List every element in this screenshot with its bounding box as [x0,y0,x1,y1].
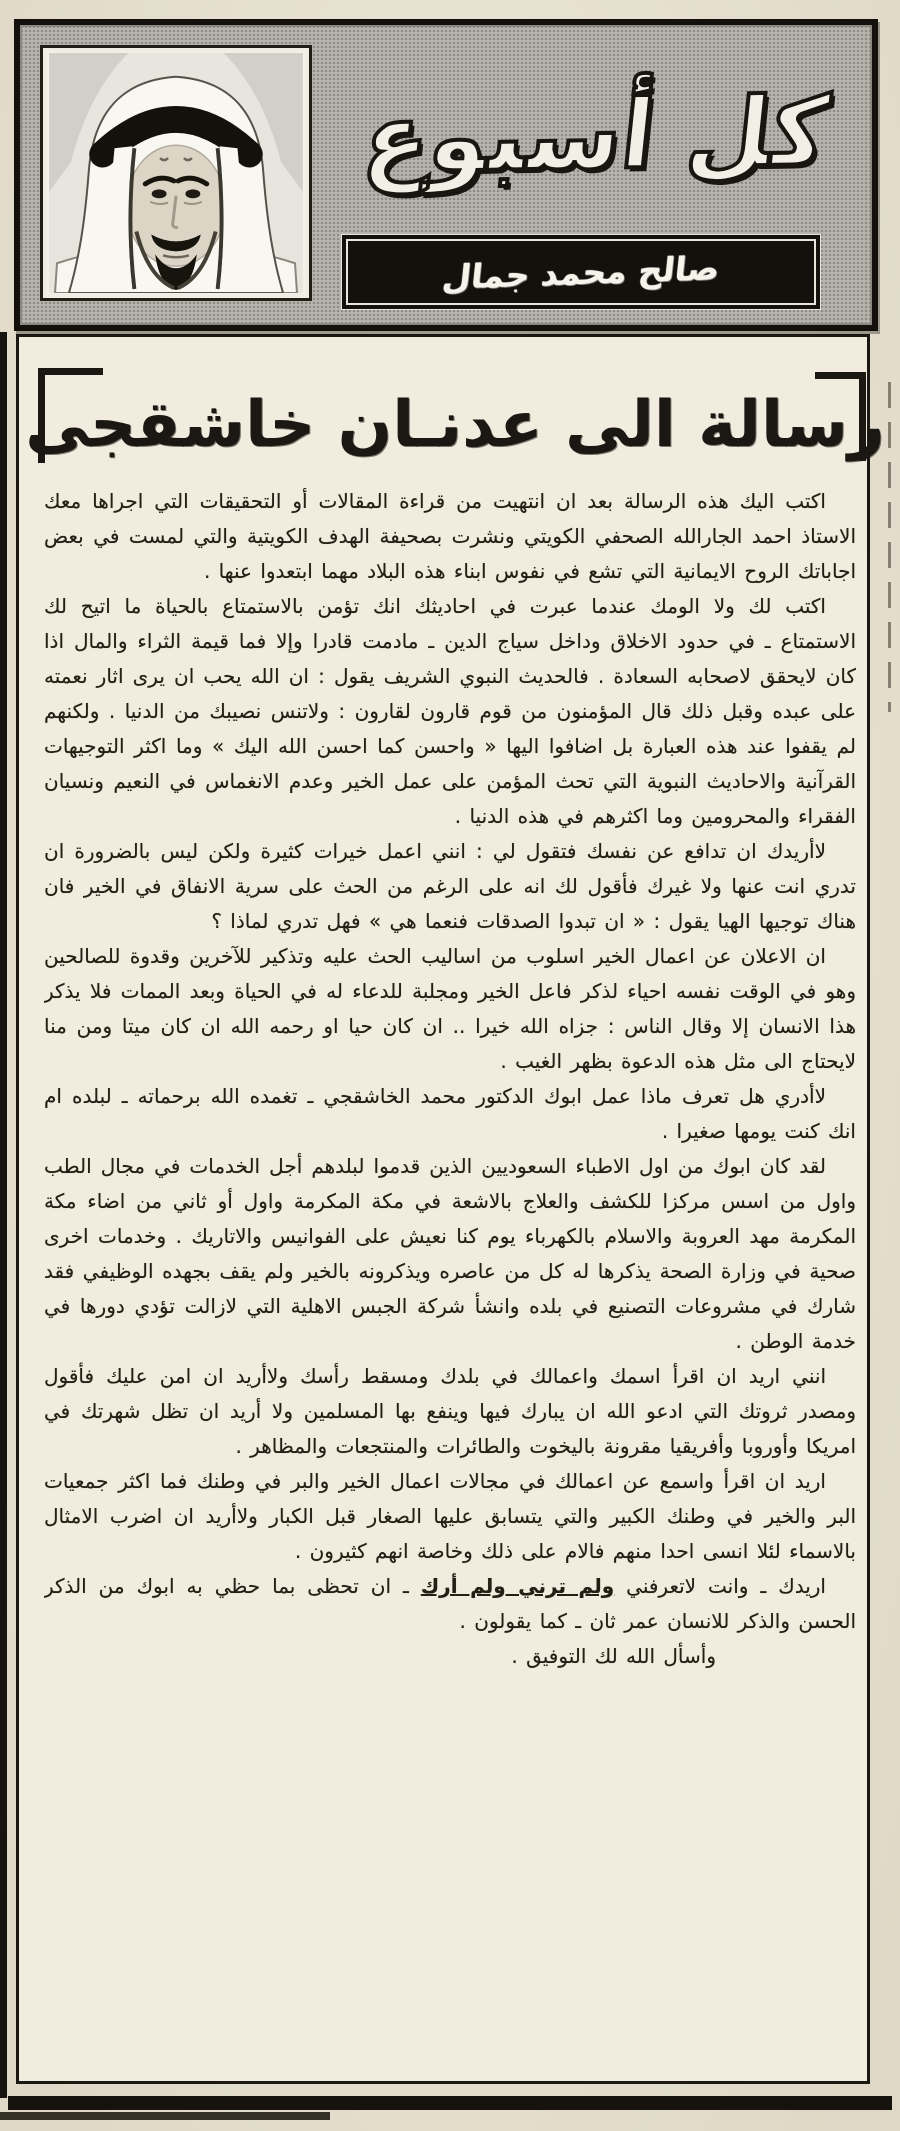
paragraph: لقد كان ابوك من اول الاطباء السعوديين الذين قدموا لبلدهم أجل الخدمات في مجال الطب واول من اسس مركزا للكشف والعلاج بالاشعة في مكة المكرمة واول أو ثاني من اضاء مكة المكرمة مهد العروبة والاسلام بالكهرباء يوم كنا نعيش على الفوانيس والاتاريك . وخدمات اخرى صحية في وزارة الصحة يذكرها له كل من عاصره ويذكرونه بالخير ولم يقف بجهده الوظيفي فقد شارك في مشروعات التصنيع في بلده وانشأ شركة الجبس الاهلية التي لازالت تؤدي دورها في خدمة الوطن . [44,1154,856,1353]
masthead [14,19,878,331]
headline-row [25,352,885,498]
paragraph: اكتب اليك هذه الرسالة بعد ان انتهيت من قراءة المقالات أو التحقيقات التي اجراها معك الاستاذ احمد الجارالله الصحفي الكويتي ونشرت بصحيفة الهدف الكويتية والتي لمست في بعض اجاباتك الروح الايمانية التي تشع في نفوس ابناء هذه البلاد مهما ابتعدوا عنها . [44,489,856,583]
right-edge-scan-marks [888,382,891,712]
headline-bracket-right [815,372,866,461]
underlined-phrase: ولم ترني ولم أرك [420,1574,615,1598]
paragraph: لاأريدك ان تدافع عن نفسك فتقول لي : انني اعمل خيرات كثيرة ولكن ليس بالضرورة ان تدري انت عنها ولا غيرك فأقول لك انه على الرغم من الحث على سرية الانفاق في الخير فان هناك توجيها الهيا يقول : « ان تبدوا الصدقات فنعما هي » فهل تدري لماذا ؟ [44,839,856,933]
paragraph: اريد ان اقرأ واسمع عن اعمالك في مجالات اعمال الخير والبر في وطنك فما اكثر جمعيات البر والخير في وطنك الكبير والتي يتسابق عليها الصغار قبل الكبار ولاأريد ان اضرب الامثال بالاسماء لئلا انسى احدا منهم فالام على ذلك وخاصة انهم كثيرون . [44,1469,856,1563]
paragraph: ان الاعلان عن اعمال الخير اسلوب من اساليب الحث عليه وتذكير للآخرين وقدوة للصالحين وهو في الوقت نفسه احياء لذكر فاعل الخير ومجلبة للدعاء له في الحياة وبعد الممات فلا يذكر هذا الانسان إلا وقال الناس : جزاه الله خيرا .. ان كان حيا او رحمه الله ان كان ميتا ومن منا لايحتاج الى مثل هذه الدعوة بظهر الغيب . [44,944,856,1073]
paragraph [44,1569,856,1639]
closing-line: وأسأل الله لك التوفيق . [511,1644,716,1668]
column-title-calligraphy: كل أسبوع [358,76,834,195]
paragraph-segment: ـ ان تحظى بما حظي به ابوك من الذكر الحسن والذكر للانسان عمر ثان ـ كما يقولون . [44,1574,856,1633]
author-name-plate [342,235,820,309]
ink-speck [766,273,771,278]
author-name-signature: صالح محمد جمال [440,247,722,297]
portrait-illustration [48,53,304,293]
bottom-rule-smudge [0,2112,330,2120]
paragraph-segment: اريدك ـ وانت لاتعرفني [614,1574,826,1598]
bottom-rule [8,2096,892,2110]
paragraph: انني اريد ان اقرأ اسمك واعمالك في بلدك ومسقط رأسك ولاأريد ان امن عليك فأقول ومصدر ثروتك التي ادعو الله ان يبارك فيها وينفع بها المسلمين ولا أريد ان تظل شهرتك في امريكا وأوروبا وأفريقيا مقرونة باليخوت والطائرات والمنتجعات والمظاهر . [44,1364,856,1458]
article-headline: رسالة الى عدنـان خاشقجى [25,388,885,462]
paragraph: اكتب لك ولا الومك عندما عبرت في احاديثك انك تؤمن بالاستمتاع بالحياة ما اتيح لك الاستمتاع ـ في حدود الاخلاق وداخل سياج الدين ـ مادمت قادرا وإلا فما قيمة الثراء والمال اذا كان لايحقق لاصحابه السعادة . فالحديث النبوي الشريف يقول : ان الله يحب ان يرى اثار نعمته على عبده وقبل ذلك قال المؤمنون من قوم قارون لقارون : ولاتنس نصيبك من الدنيا . ولكنهم لم يقفوا عند هذه العبارة بل اضافوا اليها « واحسن كما احسن الله اليك » وما اكثر التوجيهات القرآنية والاحاديث النبوية التي تحث المؤمن على عمل الخير وعدم الانغماس في النعيم ونسيان الفقراء والمحرومين وما اكثرهم في هذه الدنيا . [44,594,856,828]
columnist-portrait [40,45,312,301]
left-column-rule [0,332,7,2098]
paragraph: لاأدري هل تعرف ماذا عمل ابوك الدكتور محمد الخاشقجي ـ تغمده الله برحماته ـ لبلده ام انك كنت يومها صغيرا . [44,1084,856,1143]
article-body [44,484,856,2074]
